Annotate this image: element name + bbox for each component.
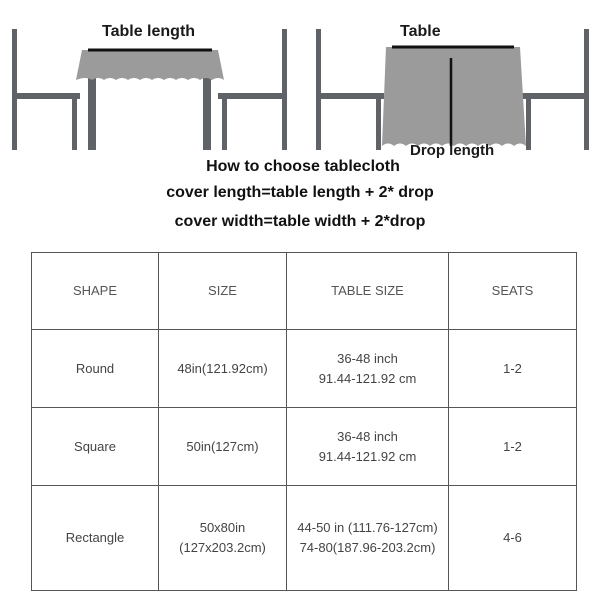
table-size-inch: 44-50 in (111.76-127cm)	[297, 520, 438, 535]
table-size-cell	[287, 408, 449, 486]
header-shape: SHAPE	[32, 253, 159, 330]
size-cell	[159, 486, 287, 591]
left-chair-icon	[12, 29, 80, 150]
table-row	[32, 486, 577, 591]
table-leg	[88, 75, 96, 150]
header-size: SIZE	[159, 253, 287, 330]
table-size-cell	[287, 486, 449, 591]
table-leg	[203, 75, 211, 150]
right-chair-icon	[522, 29, 589, 150]
guide-title: How to choose tablecloth	[206, 158, 400, 175]
table-size-cm: 91.44-121.92 cm	[318, 370, 417, 386]
seats-cell: 1-2	[449, 408, 577, 486]
seats-cell: 1-2	[449, 330, 577, 408]
seats-cell: 4-6	[449, 486, 577, 591]
table-size-inch: 36-48 inch	[337, 428, 398, 444]
long-tablecloth-icon	[382, 47, 526, 146]
shape-cell: Square	[32, 408, 159, 486]
shape-cell: Rectangle	[32, 486, 159, 591]
tablecloth-illustration	[0, 0, 600, 160]
size-table	[31, 252, 577, 591]
table-label: Table	[400, 23, 441, 40]
size-inch: 50x80in	[199, 520, 246, 535]
table-row	[32, 408, 577, 486]
cover-length-formula: cover length=table length + 2* drop	[166, 184, 434, 201]
cover-width-formula: cover width=table width + 2*drop	[174, 213, 426, 230]
header-seats: SEATS	[449, 253, 577, 330]
right-table-scene	[316, 29, 589, 150]
table-size-cm: 91.44-121.92 cm	[318, 448, 417, 464]
size-cell	[159, 408, 287, 486]
size-value: 50in(127cm)	[186, 438, 259, 454]
table-size-cell	[287, 330, 449, 408]
size-value: 48in(121.92cm)	[177, 360, 268, 376]
left-chair-icon	[316, 29, 384, 150]
table-size-cm: 74-80(187.96-203.2cm)	[299, 540, 436, 555]
drop-length-label: Drop length	[410, 142, 495, 159]
table-length-label: Table length	[102, 23, 196, 40]
table-row	[32, 330, 577, 408]
left-table-scene	[12, 29, 287, 150]
table-size-inch: 36-48 inch	[337, 350, 398, 366]
size-cm: (127x203.2cm)	[179, 540, 266, 555]
size-cell	[159, 330, 287, 408]
shape-cell: Round	[32, 330, 159, 408]
header-table-size: TABLE SIZE	[287, 253, 449, 330]
right-chair-icon	[218, 29, 287, 150]
table-header-row	[32, 253, 577, 330]
short-tablecloth-icon	[76, 50, 224, 80]
